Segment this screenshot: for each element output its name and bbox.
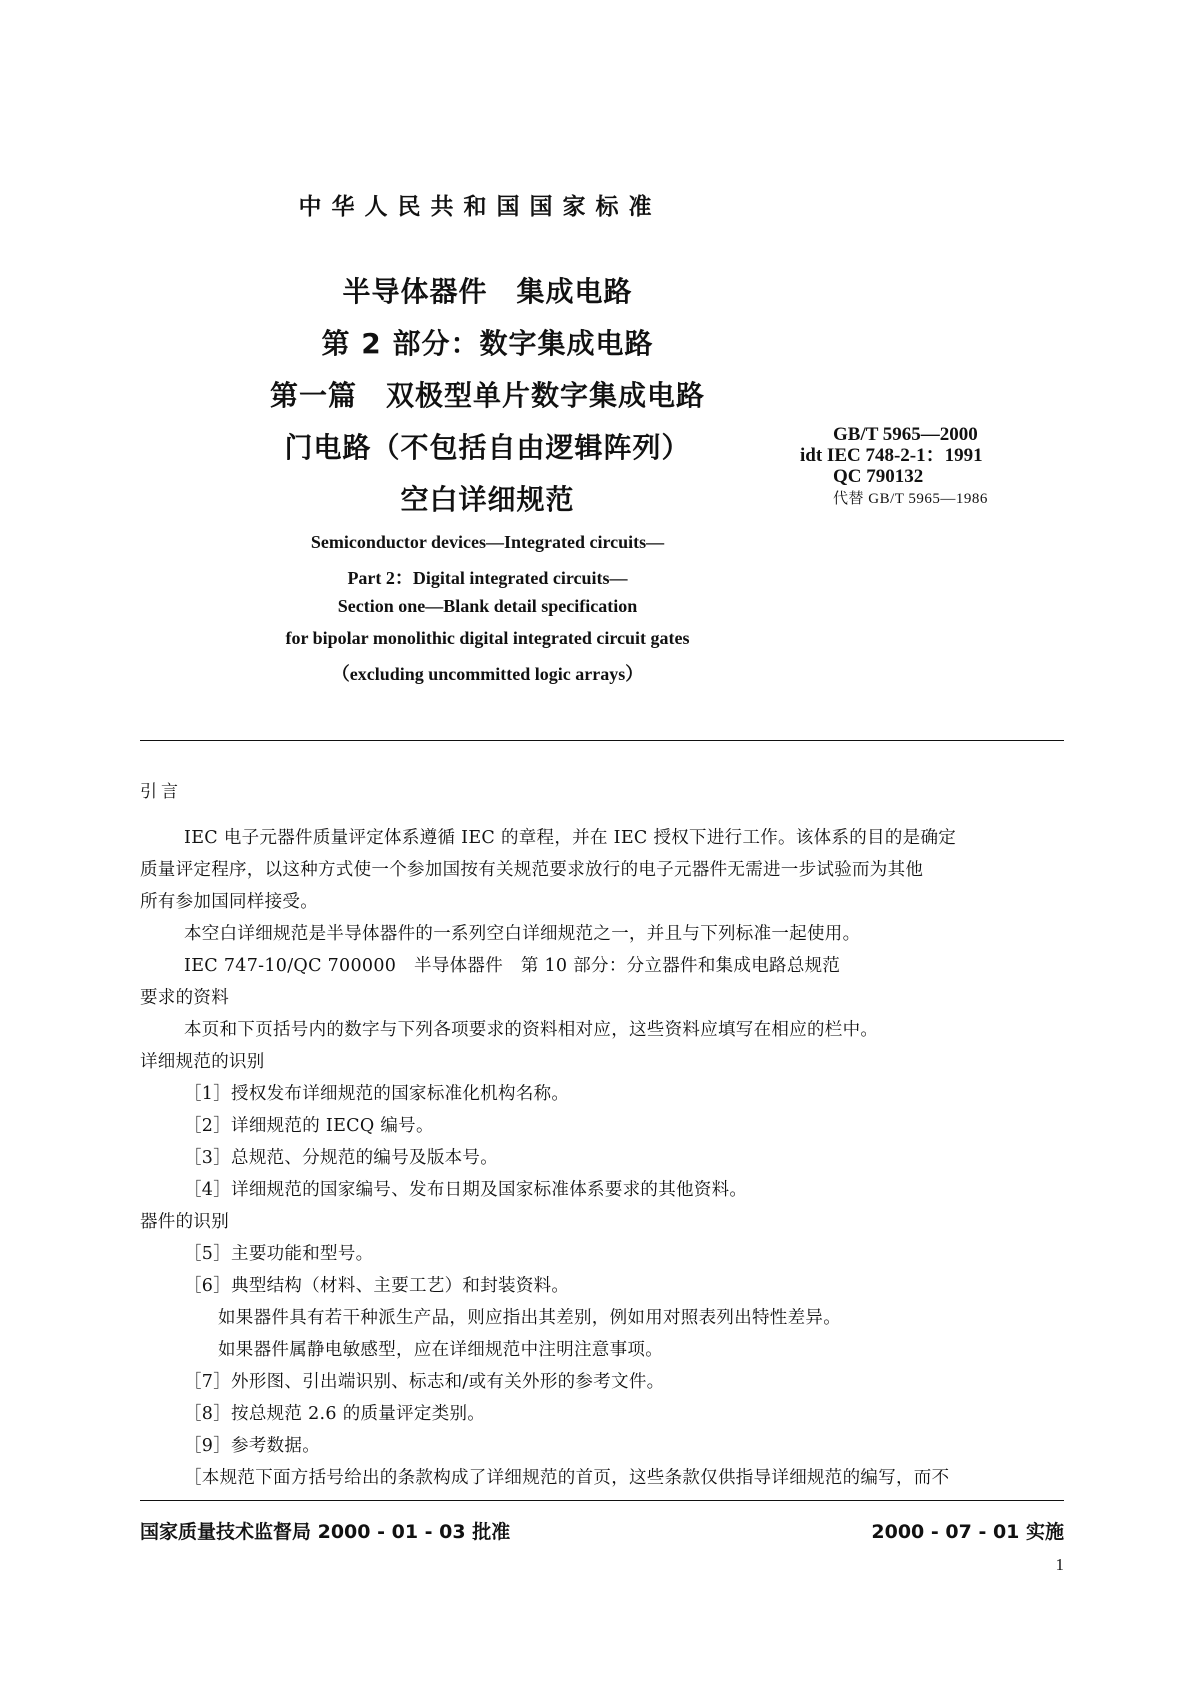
body-line: ［9］参考数据。 [184, 1436, 321, 1456]
body-line: 如果器件具有若干种派生产品，则应指出其差别，例如用对照表列出特性差异。 [218, 1308, 841, 1328]
english-title-line: Part 2：Digital integrated circuits— [347, 568, 628, 588]
english-title-line: （excluding uncommitted logic arrays） [331, 664, 644, 684]
replaces-standard-code: 代替 GB/T 5965—1986 [833, 491, 988, 507]
chinese-title-line: 空白详细规范 [400, 483, 575, 516]
english-title-line: Section one—Blank detail specification [337, 596, 638, 616]
iec-standard-code: idt IEC 748-2-1：1991 [800, 445, 983, 466]
body-line: 要求的资料 [140, 988, 229, 1008]
body-line: ［2］详细规范的 IECQ 编号。 [184, 1116, 434, 1136]
effective-date: 2000 - 07 - 01 实施 [871, 1521, 1064, 1543]
header-divider [140, 740, 1064, 741]
body-line: 本页和下页括号内的数字与下列各项要求的资料相对应，这些资料应填写在相应的栏中。 [184, 1020, 879, 1040]
chinese-title-line: 半导体器件 集成电路 [342, 275, 633, 308]
gb-standard-code: GB/T 5965—2000 [833, 424, 978, 445]
body-line: 质量评定程序，以这种方式使一个参加国按有关规范要求放行的电子元器件无需进一步试验而为其他 [140, 860, 924, 880]
chinese-title-line: 第一篇 双极型单片数字集成电路 [269, 379, 705, 412]
body-line: ［6］典型结构（材料、主要工艺）和封装资料。 [184, 1276, 570, 1296]
body-line: 如果器件属静电敏感型，应在详细规范中注明注意事项。 [218, 1340, 663, 1360]
body-line: 详细规范的识别 [140, 1052, 265, 1072]
footer-divider [140, 1500, 1064, 1501]
body-line: ［4］详细规范的国家编号、发布日期及国家标准体系要求的其他资料。 [184, 1180, 748, 1200]
intro-heading: 引言 [140, 782, 182, 802]
english-title-line: Semiconductor devices—Integrated circuits— [310, 532, 665, 552]
chinese-title-line: 门电路（不包括自由逻辑阵列） [284, 431, 691, 464]
english-title-line: for bipolar monolithic digital integrated circuit gates [285, 628, 690, 648]
qc-standard-code: QC 790132 [833, 466, 924, 487]
body-line: 器件的识别 [140, 1212, 229, 1232]
body-line: 所有参加国同样接受。 [140, 892, 318, 912]
national-standard-header: 中华人民共和国国家标准 [298, 194, 662, 220]
body-line: IEC 747-10/QC 700000 半导体器件 第 10 部分：分立器件和集成电路总规范 [184, 956, 841, 976]
body-line: ［7］外形图、引出端识别、标志和/或有关外形的参考文件。 [184, 1372, 665, 1392]
body-line: ［3］总规范、分规范的编号及版本号。 [184, 1148, 499, 1168]
chinese-title-line: 第 2 部分：数字集成电路 [321, 327, 654, 360]
body-line: ［本规范下面方括号给出的条款构成了详细规范的首页，这些条款仅供指导详细规范的编写，而不 [184, 1468, 950, 1488]
approval-date: 国家质量技术监督局 2000 - 01 - 03 批准 [140, 1521, 511, 1543]
body-line: ［5］主要功能和型号。 [184, 1244, 374, 1264]
page-number: 1 [1055, 1555, 1064, 1574]
body-line: 本空白详细规范是半导体器件的一系列空白详细规范之一，并且与下列标准一起使用。 [184, 924, 861, 944]
body-line: ［8］按总规范 2.6 的质量评定类别。 [184, 1404, 486, 1424]
body-line: IEC 电子元器件质量评定体系遵循 IEC 的章程，并在 IEC 授权下进行工作。该体系的目的是确定 [184, 828, 957, 848]
body-line: ［1］授权发布详细规范的国家标准化机构名称。 [184, 1084, 570, 1104]
